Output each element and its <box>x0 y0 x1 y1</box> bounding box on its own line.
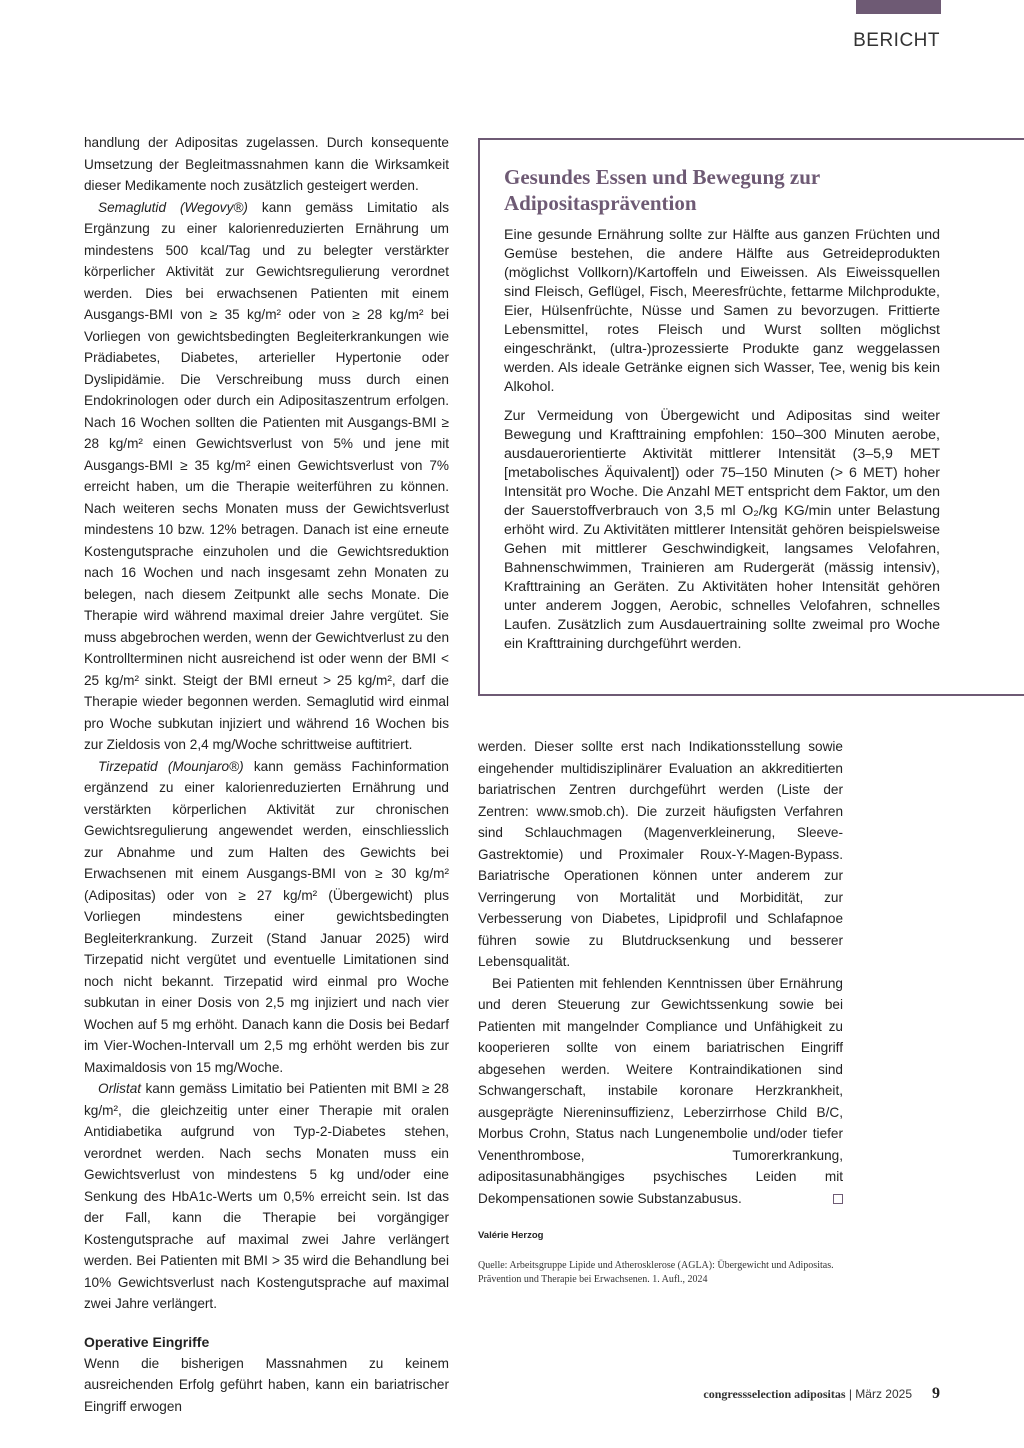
page-footer <box>703 1385 940 1403</box>
drug-name: Orlistat <box>98 1081 142 1096</box>
paragraph-text: kann gemäss Limitatio als Ergänzung zu einer kalorienreduzierten Ernährung um mindestens 500 kcal/Tag und zu belegter verstärkter körperlicher Aktivität zur Gewichtsregulierung verordnet werden. Dies bei erwachsenen Patienten mit einem Ausgangs-BMI von ≥ 35 kg/m² oder von ≥ 28 kg/m² bei Vorliegen von gewichtsbedingten Begleiterkrankungen wie Prädiabetes, Diabetes, arterieller Hypertonie oder Dyslipidämie. Die Verschreibung muss durch einen Endokrinologen oder durch ein Adipositaszentrum erfolgen. Nach 16 Wochen sollten die Patienten mit Ausgangs-BMI ≥ 28 kg/m² einen Gewichtsverlust von 5% und jene mit Ausgangs-BMI ≥ 35 kg/m² einen Gewichtsverlust von 7% erreicht haben, um die Therapie weiterführen zu können. Nach weiteren sechs Monaten muss der Gewichtsverlust mindestens 10 bzw. 12% betragen. Danach ist eine erneute Kostengutsprache einzuholen und die Gewichtsreduktion nach 16 Wochen und nach insgesamt zehn Monaten zu belegen, nach diesem Zeitpunkt alle sechs Monate. Die Therapie wird während maximal dreier Jahre vergütet. Sie muss abgebrochen werden, wenn der Gewichtverlust zu den Kontrollterminen nicht ausreichend ist oder wenn der BMI < 25 kg/m² sinkt. Steigt der BMI erneut > 25 kg/m², darf die Therapie wieder begonnen werden. Semaglutid wird einmal pro Woche subkutan injiziert und während 16 Wochen bis zur Zieldosis von 2,4 mg/Woche schrittweise auftitriert. <box>84 199 449 752</box>
section-label: BERICHT <box>853 30 940 51</box>
section-heading: Operative Eingriffe <box>84 1333 210 1350</box>
issue-date: März 2025 <box>855 1387 912 1401</box>
box-paragraph: Zur Vermeidung von Übergewicht und Adipositas sind weiter Bewegung und Krafttraining empfohlen: 150–300 Minuten aerobe, ausdauerorientierte Aktivität mittlerer Intensität (3–5,9 MET [metabolisches Äquivalent]) oder 75–150 Minuten (> 6 MET) hoher Intensität pro Woche. Die Anzahl MET entspricht dem Faktor, um den der Sauerstoffverbrauch von 3,5 ml O₂/kg KG/min unter Belastung erhöht wird. Zu Aktivitäten mittlerer Intensität gehören beispielsweise Gehen mit mittlerer Geschwindigkeit, langsames Velofahren, Bahnenschwimmen, Trainieren am Rudergerät (mässig intensiv), Krafttraining an Geräten. Zu Aktivitäten hoher Intensität gehören unter anderem Joggen, Aerobic, schnelles Velofahren, schnelles Laufen. Zusätzlich zum Ausdauertraining sollte zweimal pro Woche ein Krafttraining durchgeführt werden. <box>504 408 940 652</box>
end-of-article-icon <box>833 1194 843 1204</box>
paragraph <box>478 973 843 1210</box>
publication-name: congressselection adipositas <box>703 1387 846 1401</box>
header-accent-bar <box>856 0 941 14</box>
right-column <box>478 736 843 1287</box>
source-citation: Quelle: Arbeitsgruppe Lipide und Atherosklerose (AGLA): Übergewicht und Adipositas. Prävention und Therapie bei Erwachsenen. 1. Aufl., 2024 <box>478 1259 834 1285</box>
paragraph-text: Bei Patienten mit fehlenden Kenntnissen über Ernährung und deren Steuerung zur Gewichtssenkung sowie bei Patienten mit mangelnder Compliance und Unfähigkeit zu kooperieren sollte von einem bariatrischen Eingriff abgesehen werden. Weitere Kontraindikationen sind Schwangerschaft, instabile koronare Herzkrankheit, ausgeprägte Niereninsuffizienz, Leberzirrhose Child B/C, Morbus Crohn, Status nach Lungenembolie und/oder tiefer Venenthrombose, Tumorerkrankung, adipositasunabhängiges psychisches Leiden mit Dekompensationen sowie Substanzabusus. <box>478 975 843 1206</box>
paragraph: handlung der Adipositas zugelassen. Durch konsequente Umsetzung der Begleitmassnahmen kann die Wirksamkeit dieser Medikamente noch zusätzlich gesteigert werden. <box>84 135 449 193</box>
info-box <box>478 138 1024 696</box>
page-number: 9 <box>932 1385 940 1402</box>
footer-separator: | <box>845 1387 856 1401</box>
paragraph-text: kann gemäss Limitatio bei Patienten mit BMI ≥ 28 kg/m², die gleichzeitig unter einer Therapie mit oralen Antidiabetika aufgrund von Typ-2-Diabetes stehen, verordnet werden. Nach sechs Monaten muss ein Gewichtsverlust von mindestens 5 kg und/oder eine Senkung des HbA1c-Werts um 0,5% erreicht sein. Ist das der Fall, kann die Therapie bei vorgängiger Kostengutsprache auf maximal zwei Jahre verlängert werden. Bei Patienten mit BMI > 35 wird die Behandlung bei 10% Gewichtsverlust nach Kostengutsprache auf maximal zwei Jahre verlängert. <box>84 1081 449 1311</box>
paragraph: werden. Dieser sollte erst nach Indikationsstellung sowie eingehender multidisziplinärer Evaluation an akkreditierten bariatrischen Zentren durchgeführt werden (Liste der Zentren: www.smob.ch). Die zurzeit häufigsten Verfahren sind Schlauchmagen (Magenverkleinerung, Sleeve-Gastrektomie) und Proximaler Roux-Y-Magen-Bypass. Bariatrische Operationen können unter anderem zur Verringerung von Mortalität und Morbidität, zur Verbesserung von Diabetes, Lipidprofil und Schlafapnoe führen sowie zu Blutdrucksenkung und besserer Lebensqualität. <box>478 739 843 969</box>
paragraph-semaglutid <box>84 197 449 756</box>
box-title: Gesundes Essen und Bewegung zur Adipositasprävention <box>504 165 820 215</box>
left-column <box>84 132 449 1417</box>
box-paragraph: Eine gesunde Ernährung sollte zur Hälfte aus ganzen Früchten und Gemüse bestehen, die andere Hälfte aus Getreideprodukten (möglichst Vollkorn)/Kartoffeln und Eiweissen. Als Eiweissquellen sind Fleisch, Geflügel, Fisch, Meeresfrüchte, fettarme Milchprodukte, Eier, Hülsenfrüchte, Nüsse und Samen zu bevorzugen. Frittierte Lebensmittel, rotes Fleisch und Wurst sollten möglichst eingeschränkt, (ultra-)prozessierte Produkte ganz weggelassen werden. Als ideale Getränke eignen sich Wasser, Tee, wenig bis kein Alkohol. <box>504 227 940 395</box>
paragraph-tirzepatid <box>84 756 449 1079</box>
drug-name: Tirzepatid (Mounjaro®) <box>98 758 244 774</box>
paragraph: Wenn die bisherigen Massnahmen zu keinem ausreichenden Erfolg geführt haben, kann ein bariatrischer Eingriff erwogen <box>84 1355 449 1414</box>
author: Valérie Herzog <box>478 1230 544 1241</box>
box-body <box>504 226 940 664</box>
drug-name: Semaglutid (Wegovy®) <box>98 199 248 215</box>
paragraph-text: kann gemäss Fachinformation ergänzend zu einer kalorienreduzierten Ernährung und verstärkten körperlichen Aktivität zur chronischen Gewichtsregulierung angewendet werden, einschliesslich zur Abnahme und zum Halten des Gewichts bei Erwachsenen mit einem Ausgangs-BMI von ≥ 30 kg/m² (Adipositas) oder von ≥ 27 kg/m² (Übergewicht) plus Vorliegen mindestens einer gewichtsbedingten Begleiterkrankung. Zurzeit (Stand Januar 2025) wird Tirzepatid nicht vergütet und eventuelle Limitationen sind noch nicht bekannt. Tirzepatid wird einmal pro Woche subkutan in einer Dosis von 2,5 mg injiziert und nach vier Wochen auf 5 mg erhöht. Danach kann die Dosis bei Bedarf im Vier-Wochen-Intervall um 2,5 mg erhöht werden bis zur Maximaldosis von 15 mg/Woche. <box>84 758 449 1075</box>
paragraph-orlistat <box>84 1078 449 1315</box>
